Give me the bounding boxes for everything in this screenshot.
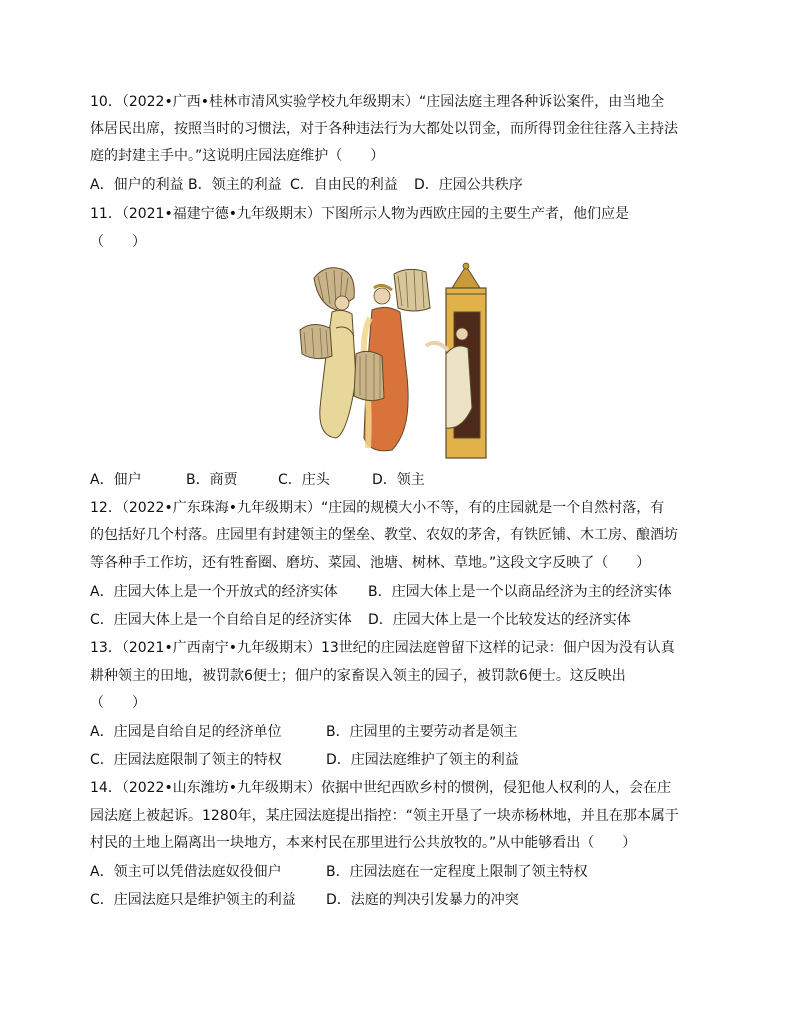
q14-option-c: C．庄园法庭只是维护领主的利益 [90,892,296,908]
q12-stem-line-3: 等各种手工作坊，还有牲畜圈、磨坊、菜园、池塘、树林、草地。”这段文字反映了（ ） [90,555,651,571]
q14-option-d: D．法庭的判决引发暴力的冲突 [326,892,519,908]
q10-stem-line-1: 10．（2022•广西•桂林市清风实验学校九年级期末）“庄园法庭主理各种诉讼案件，由当地全 [90,94,665,110]
q12-option-b: B．庄园大体上是一个以商品经济为主的经济实体 [368,584,672,600]
q11-option-b: B．商贾 [186,472,238,488]
q12-stem-line-1: 12．（2022•广东珠海•九年级期末）“庄园的规模大小不等，有的庄园就是一个自然村落，有 [90,500,665,516]
q10-option-a: A．佃户的利益 [90,177,184,193]
q13-stem-line-1: 13．（2021•广西南宁•九年级期末）13世纪的庄园法庭曾留下这样的记录：佃户因为没有认真 [90,640,675,656]
q11-option-d: D．领主 [372,472,425,488]
medieval-peasants-illustration [296,258,496,463]
q11-option-a: A．佃户 [90,472,142,488]
q14-stem-line-2: 园法庭上被起诉。1280年，某庄园法庭提出指控：“领主开垦了一块赤杨林地，并且在那本属于 [90,808,679,824]
q13-option-c: C．庄园法庭限制了领主的特权 [90,752,282,768]
q12-option-c: C．庄园大体上是一个自给自足的经济实体 [90,612,352,628]
q10-stem-line-3: 庭的封建主手中。”这说明庄园法庭维护（ ） [90,148,385,164]
q11-stem-line-2: （ ） [90,234,146,250]
tower-with-figure [426,263,486,458]
left-peasant-figure [300,268,356,438]
q10-option-c: C．自由民的利益 [290,177,398,193]
q14-option-a: A．领主可以凭借法庭奴役佃户 [90,864,282,880]
q12-option-d: D．庄园大体上是一个比较发达的经济实体 [368,612,631,628]
q12-stem-line-2: 的包括好几个村落。庄园里有封建领主的堡垒、教堂、农奴的茅舍，有铁匠铺、木工房、酿酒坊 [90,527,678,543]
q13-stem-line-3: （ ） [90,695,146,711]
q10-stem-line-2: 体居民出席，按照当时的习惯法，对于各种违法行为大都处以罚金，而所得罚金往往落入主持法 [90,121,678,137]
q11-option-c: C．庄头 [278,472,330,488]
q10-option-b: B．领主的利益 [188,177,282,193]
q14-stem-line-3: 村民的土地上隔离出一块地方，本来村民在那里进行公共放牧的。”从中能够看出（ ） [90,835,637,851]
q13-option-d: D．庄园法庭维护了领主的利益 [326,752,519,768]
q14-stem-line-1: 14．（2022•山东潍坊•九年级期末）依据中世纪西欧乡村的惯例，侵犯他人权利的人，会在庄 [90,780,671,796]
q13-option-b: B．庄园里的主要劳动者是领主 [326,724,518,740]
q12-option-a: A．庄园大体上是一个开放式的经济实体 [90,584,338,600]
q10-option-d: D．庄园公共秩序 [414,177,523,193]
middle-peasant-figure [354,269,430,450]
q11-stem-line-1: 11．（2021•福建宁德•九年级期末）下图所示人物为西欧庄园的主要生产者，他们应是 [90,206,629,222]
q14-option-b: B．庄园法庭在一定程度上限制了领主特权 [326,864,588,880]
q13-stem-line-2: 耕种领主的田地，被罚款6便士；佃户的家畜误入领主的园子，被罚款6便士。这反映出 [90,668,626,684]
q13-option-a: A．庄园是自给自足的经济单位 [90,724,282,740]
